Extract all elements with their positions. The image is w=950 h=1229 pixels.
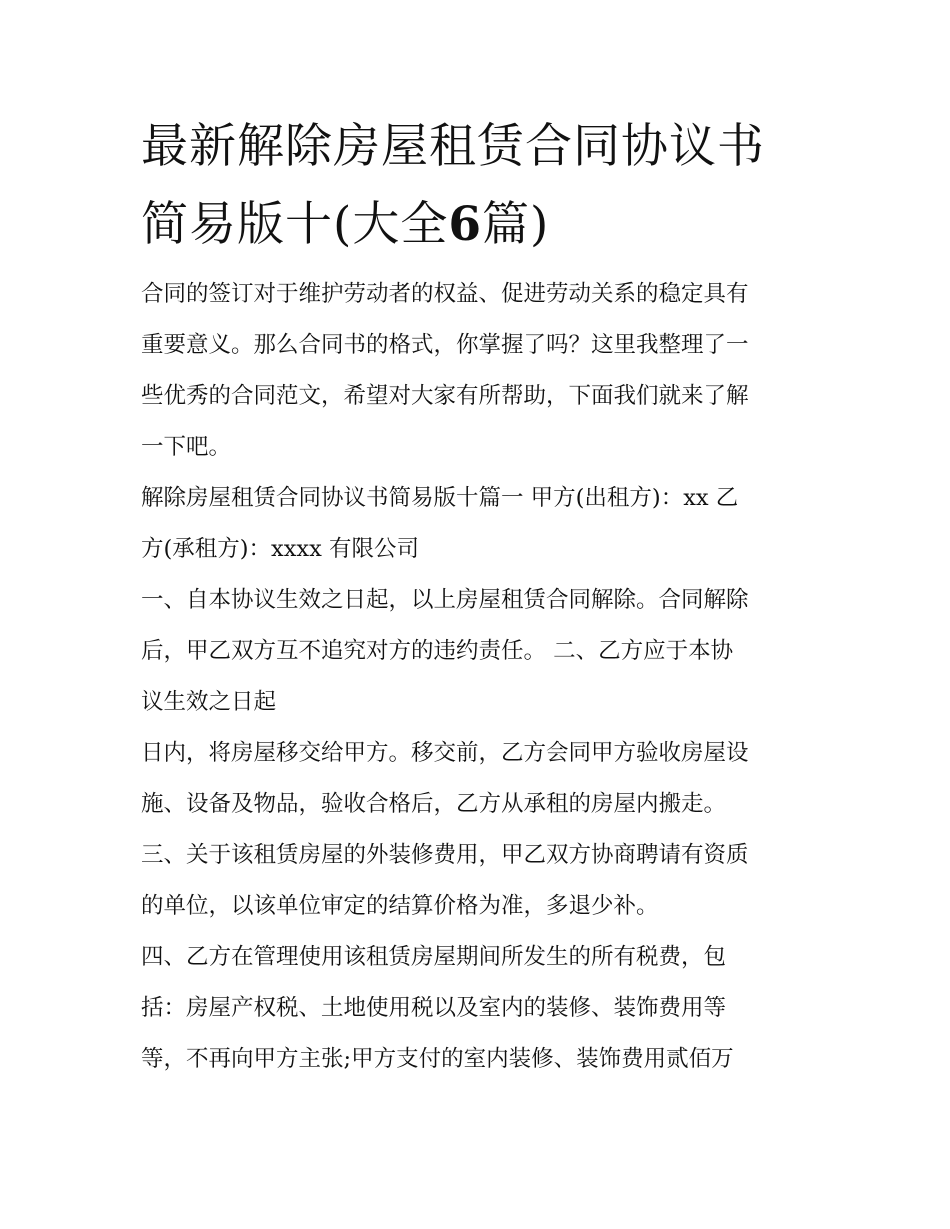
body-line: 议生效之日起 — [141, 689, 277, 715]
title-line-2-text: 简易版十(大全 — [141, 197, 449, 252]
body-line: 解除房屋租赁合同协议书简易版十篇一 甲方(出租方)：xx 乙 — [141, 485, 739, 511]
body-line: 日内，将房屋移交给甲方。移交前，乙方会同甲方验收房屋设 — [141, 740, 749, 766]
body-line: 一、自本协议生效之日起，以上房屋租赁合同解除。合同解除 — [141, 587, 749, 613]
title-line-2-number: 6 — [448, 197, 483, 252]
body-line: 后，甲乙双方互不追究对方的违约责任。 二、乙方应于本协 — [141, 638, 734, 664]
body-line: 方(承租方)：xxxx 有限公司 — [141, 536, 419, 562]
body-line: 重要意义。那么合同书的格式，你掌握了吗？这里我整理了一 — [141, 332, 749, 358]
body-line: 括：房屋产权税、土地使用税以及室内的装修、装饰费用等 — [141, 995, 727, 1021]
title-line-1: 最新解除房屋租赁合同协议书 — [141, 119, 765, 174]
body-line: 三、关于该租赁房屋的外装修费用，甲乙双方协商聘请有资质 — [141, 842, 749, 868]
body-line: 等，不再向甲方主张;甲方支付的室内装修、装饰费用贰佰万 — [141, 1046, 734, 1072]
document-body — [141, 269, 821, 1085]
body-line: 的单位，以该单位审定的结算价格为准，多退少补。 — [141, 893, 659, 919]
title-line-2-suffix: 篇) — [482, 197, 550, 252]
document-title — [141, 108, 821, 264]
body-line: 些优秀的合同范文，希望对大家有所帮助，下面我们就来了解 — [141, 383, 749, 409]
title-line-2 — [141, 186, 821, 264]
body-line: 一下吧。 — [141, 434, 232, 460]
body-line: 合同的签订对于维护劳动者的权益、促进劳动关系的稳定具有 — [141, 281, 749, 307]
body-line: 四、乙方在管理使用该租赁房屋期间所发生的所有税费，包 — [141, 944, 727, 970]
document-content — [141, 108, 821, 1085]
body-line: 施、设备及物品，验收合格后，乙方从承租的房屋内搬走。 — [141, 791, 727, 817]
